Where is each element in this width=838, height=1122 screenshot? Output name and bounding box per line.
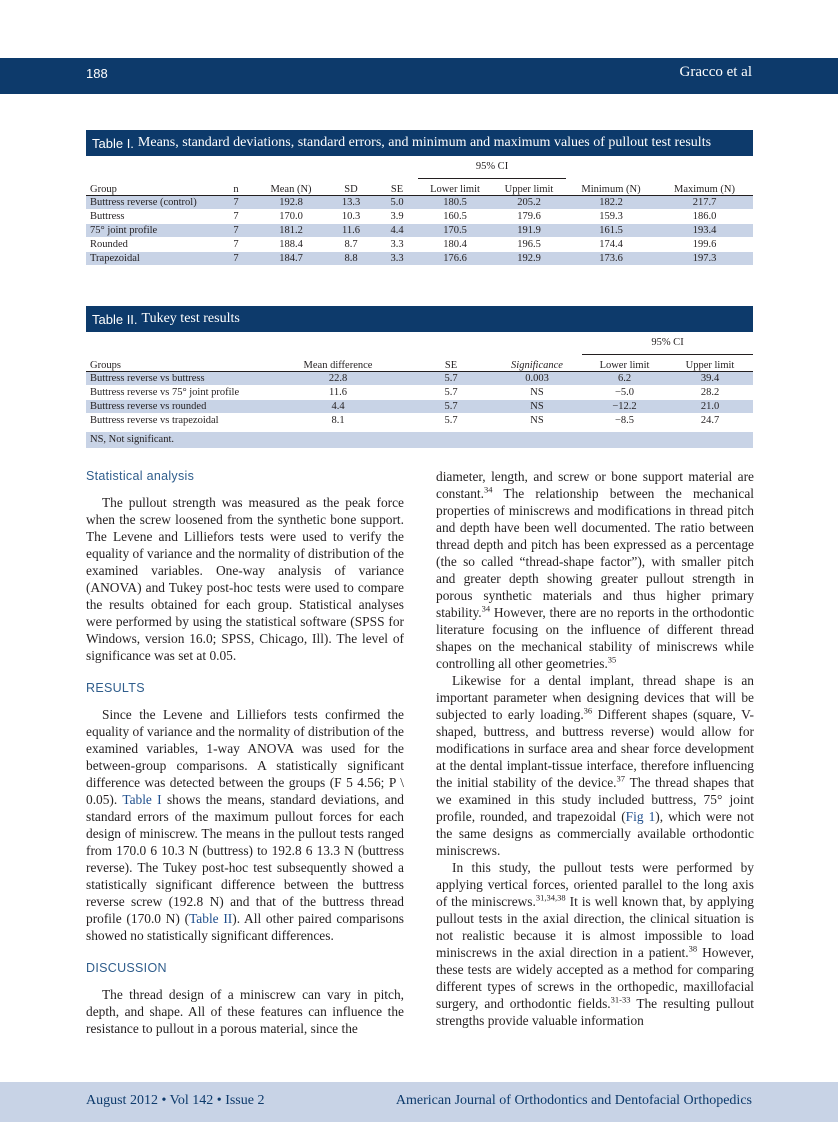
table-cell: 180.4 xyxy=(418,237,492,251)
table-cell: Rounded xyxy=(86,237,216,251)
page-number: 188 xyxy=(86,66,108,81)
paragraph-statistical-analysis: The pullout strength was measured as the peak force when the screw loosened from the synthetic bone support. The Levene and Lilliefors tests were used to verify the equality of variance and the normality of distribution of the examined variables. One-way analysis of variance (ANOVA) and Tukey post-hoc tests were used to compare the results obtained for each group. Statistical analyses were performed by using the statistical software (SPSS for Windows, version 16.0; SPSS, Chicago, Ill). The level of significance was set at 0.05. xyxy=(86,495,404,663)
table-2-link[interactable]: Table II xyxy=(189,911,233,926)
table-cell: 159.3 xyxy=(566,209,656,223)
table-1-grid xyxy=(86,156,753,266)
page-footer xyxy=(0,1082,838,1122)
table-cell: 217.7 xyxy=(656,195,753,209)
table-cell: Buttress reverse vs buttress xyxy=(86,371,266,385)
table-cell: 75° joint profile xyxy=(86,223,216,237)
table-1-title-bar xyxy=(86,130,753,156)
table-cell: 188.4 xyxy=(256,237,326,251)
paragraph-results: Since the Levene and Lilliefors tests confirmed the equality of variance and the normality of distribution of the examined variables, 1-way ANOVA was used for the between-group comparisons. A statistically significant difference was detected between the groups (F 5 4.56; P \ 0.05). Table I shows the means, standard deviations, and standard errors of the maximum pullout forces for each design of miniscrew. The means in the pullout tests ranged from 170.0 6 10.3 N (buttress) to 192.8 6 13.3 N (buttress reverse). The Tukey post-hoc test subsequently showed a statistically significant difference between the buttress reverse screw (192.8 N) and that of the buttress thread profile (170.0 N) (Table II). All other paired comparisons showed no statistically significant differences. xyxy=(86,707,405,943)
table2-column-header: Significance xyxy=(492,354,582,371)
table-cell: 8.1 xyxy=(266,413,410,427)
table-cell: Buttress reverse vs 75° joint profile xyxy=(86,385,266,399)
table-cell: 197.3 xyxy=(656,251,753,265)
table-cell: 174.4 xyxy=(566,237,656,251)
table-cell: Buttress reverse vs trapezoidal xyxy=(86,413,266,427)
table-cell: −8.5 xyxy=(582,413,667,427)
reference-superscript: 31,34,38 xyxy=(535,892,566,903)
table-cell: 39.4 xyxy=(667,371,753,385)
table-cell: 5.0 xyxy=(376,195,418,209)
reference-superscript: 37 xyxy=(616,773,626,784)
table-cell: 160.5 xyxy=(418,209,492,223)
table-cell: 5.7 xyxy=(410,385,492,399)
table-cell: 5.7 xyxy=(410,371,492,385)
table-row xyxy=(86,371,753,385)
running-title: Gracco et al xyxy=(679,64,752,80)
paragraph-discussion: The thread design of a miniscrew can vary in pitch, depth, and shape. All of these features can influence the resistance to pullout in a porous material, since the xyxy=(86,987,404,1036)
reference-superscript: 34 xyxy=(483,484,493,495)
table-cell: 170.5 xyxy=(418,223,492,237)
table1-column-header: Mean (N) xyxy=(256,178,326,195)
reference-superscript: 31-33 xyxy=(610,994,631,1005)
table-cell: 181.2 xyxy=(256,223,326,237)
table-cell: 21.0 xyxy=(667,399,753,413)
table-cell: 196.5 xyxy=(492,237,566,251)
table2-column-header: Groups xyxy=(86,354,266,371)
table-cell: 6.2 xyxy=(582,371,667,385)
table-cell: 7 xyxy=(216,195,256,209)
table-cell: 7 xyxy=(216,223,256,237)
table-row xyxy=(86,209,753,223)
table-cell: 3.3 xyxy=(376,251,418,265)
table-2-footnote: NS, Not significant. xyxy=(86,432,753,448)
table-1-label: Table I. xyxy=(92,135,134,151)
table-row xyxy=(86,385,753,399)
table-1-header-row xyxy=(86,178,753,195)
heading-results: RESULTS xyxy=(86,681,145,695)
heading-statistical-analysis: Statistical analysis xyxy=(86,469,195,483)
table2-column-header: Lower limit xyxy=(582,354,667,371)
table1-column-header: Group xyxy=(86,178,216,195)
reference-superscript: 34 xyxy=(481,603,491,614)
table1-column-header: SD xyxy=(326,178,376,195)
table-cell: 3.3 xyxy=(376,237,418,251)
table-cell: 4.4 xyxy=(376,223,418,237)
table-1-title: Means, standard deviations, standard errors, and minimum and maximum values of pullout test results xyxy=(137,135,712,150)
table-cell: 4.4 xyxy=(266,399,410,413)
table-cell: 22.8 xyxy=(266,371,410,385)
table-row xyxy=(86,223,753,237)
table-cell: 10.3 xyxy=(326,209,376,223)
table-cell: Buttress reverse (control) xyxy=(86,195,216,209)
table-2-grid xyxy=(86,332,753,428)
table-cell: 179.6 xyxy=(492,209,566,223)
table-cell: 184.7 xyxy=(256,251,326,265)
table-cell: 7 xyxy=(216,209,256,223)
table2-column-header: Upper limit xyxy=(667,354,753,371)
paragraph-pullout-tests: In this study, the pullout tests were performed by applying vertical forces, oriented parallel to the long axis of the miniscrews.$^{31,34,38}$ It is well known that, by applying pullout tests in the axial direction, the clinical situation is not realistic because it is almost impossible to load miniscrews in the axial direction in a patient.$^{38}$ However, these tests are widely accepted as a method for comparing different types of screws in the orthopedic, maxillofacial surgery, and orthodontic fields.$^{31-33}$ The resulting pullout strengths provide valuable information xyxy=(436,860,754,1028)
table-cell: Buttress xyxy=(86,209,216,223)
table-cell: NS xyxy=(492,399,582,413)
table-cell: −5.0 xyxy=(582,385,667,399)
table-cell: 182.2 xyxy=(566,195,656,209)
reference-superscript: 36 xyxy=(583,705,593,716)
table-cell: 192.8 xyxy=(256,195,326,209)
paragraph-discussion-continued: diameter, length, and screw or bone support material are constant.$^{34}$ The relationship between the mechanical properties of miniscrews and modifications in thread pitch and depth have been well documented. The ratio between thread depth and pitch has been expressed as a percentage (the so called “thread-shape factor”), with smaller pitch and greater depth showing greater pullout strength in porous synthetic materials and thus higher primary stability.$^{34}$ However, there are no reports in the orthodontic literature focusing on the influence of different thread shapes on the mechanical stability of miniscrews while controlling all other geometries.$^{35}$ xyxy=(436,469,754,671)
table-cell: 28.2 xyxy=(667,385,753,399)
table-cell: 11.6 xyxy=(326,223,376,237)
table1-column-header: Maximum (N) xyxy=(656,178,753,195)
right-text-column xyxy=(436,468,754,1029)
table-cell: 176.6 xyxy=(418,251,492,265)
table1-column-header: n xyxy=(216,178,256,195)
heading-discussion: DISCUSSION xyxy=(86,961,167,975)
paragraph-implant-thread-shape: Likewise for a dental implant, thread shape is an important parameter when designing devices that will be subjected to early loading.$^{36}$ Different shapes (square, V-shaped, buttress, and buttress reverse) would allow for modifications in surface area and shear force development at the dental implant-tissue interface, therefore influencing the initial stability of the device.$^{37}$ The thread shapes that we examined in this study included buttress, 75° joint profile, rounded, and trapezoidal (Fig 1), which were not the same designs as commercially available orthodontic miniscrews. xyxy=(436,673,755,858)
table-row xyxy=(86,399,753,413)
left-text-column xyxy=(86,468,404,1037)
table-1-link[interactable]: Table I xyxy=(122,792,162,807)
table-cell: 5.7 xyxy=(410,413,492,427)
table-2-label: Table II. xyxy=(92,311,138,327)
table-2-title: Tukey test results xyxy=(141,311,240,326)
table1-column-header: Minimum (N) xyxy=(566,178,656,195)
table-cell: 5.7 xyxy=(410,399,492,413)
table-cell: 192.9 xyxy=(492,251,566,265)
table-cell: Trapezoidal xyxy=(86,251,216,265)
table-cell: 8.7 xyxy=(326,237,376,251)
table-cell: 173.6 xyxy=(566,251,656,265)
reference-superscript: 38 xyxy=(688,943,698,954)
table-cell: 7 xyxy=(216,237,256,251)
table-cell: 180.5 xyxy=(418,195,492,209)
table-cell: 11.6 xyxy=(266,385,410,399)
table-2-title-bar xyxy=(86,306,753,332)
table1-column-header: Upper limit xyxy=(492,178,566,195)
table2-column-header: Mean difference xyxy=(266,354,410,371)
table-cell: NS xyxy=(492,385,582,399)
table-cell: 170.0 xyxy=(256,209,326,223)
reference-superscript: 35 xyxy=(607,654,617,665)
table-1-ci-header: 95% CI xyxy=(418,156,566,178)
table-2-header-row xyxy=(86,354,753,371)
table-row xyxy=(86,237,753,251)
table-row xyxy=(86,413,753,427)
table-cell: 3.9 xyxy=(376,209,418,223)
table-cell: 161.5 xyxy=(566,223,656,237)
table-cell: 193.4 xyxy=(656,223,753,237)
table1-column-header: SE xyxy=(376,178,418,195)
table-cell: 8.8 xyxy=(326,251,376,265)
table-2-ci-header: 95% CI xyxy=(582,332,753,354)
running-header xyxy=(0,58,838,94)
table-cell: 7 xyxy=(216,251,256,265)
table-1 xyxy=(86,130,753,266)
table-cell: 205.2 xyxy=(492,195,566,209)
table-cell: 191.9 xyxy=(492,223,566,237)
table2-column-header: SE xyxy=(410,354,492,371)
table-cell: 0.003 xyxy=(492,371,582,385)
table-row xyxy=(86,195,753,209)
table-cell: Buttress reverse vs rounded xyxy=(86,399,266,413)
table1-column-header: Lower limit xyxy=(418,178,492,195)
footer-issue: August 2012 • Vol 142 • Issue 2 xyxy=(86,1093,265,1108)
table-cell: −12.2 xyxy=(582,399,667,413)
table-cell: 199.6 xyxy=(656,237,753,251)
table-row xyxy=(86,251,753,265)
footer-journal: American Journal of Orthodontics and Dentofacial Orthopedics xyxy=(395,1093,752,1108)
table-cell: 186.0 xyxy=(656,209,753,223)
table-cell: NS xyxy=(492,413,582,427)
table-cell: 24.7 xyxy=(667,413,753,427)
table-2 xyxy=(86,306,753,448)
figure-1-link[interactable]: Fig 1 xyxy=(625,809,656,824)
table-cell: 13.3 xyxy=(326,195,376,209)
